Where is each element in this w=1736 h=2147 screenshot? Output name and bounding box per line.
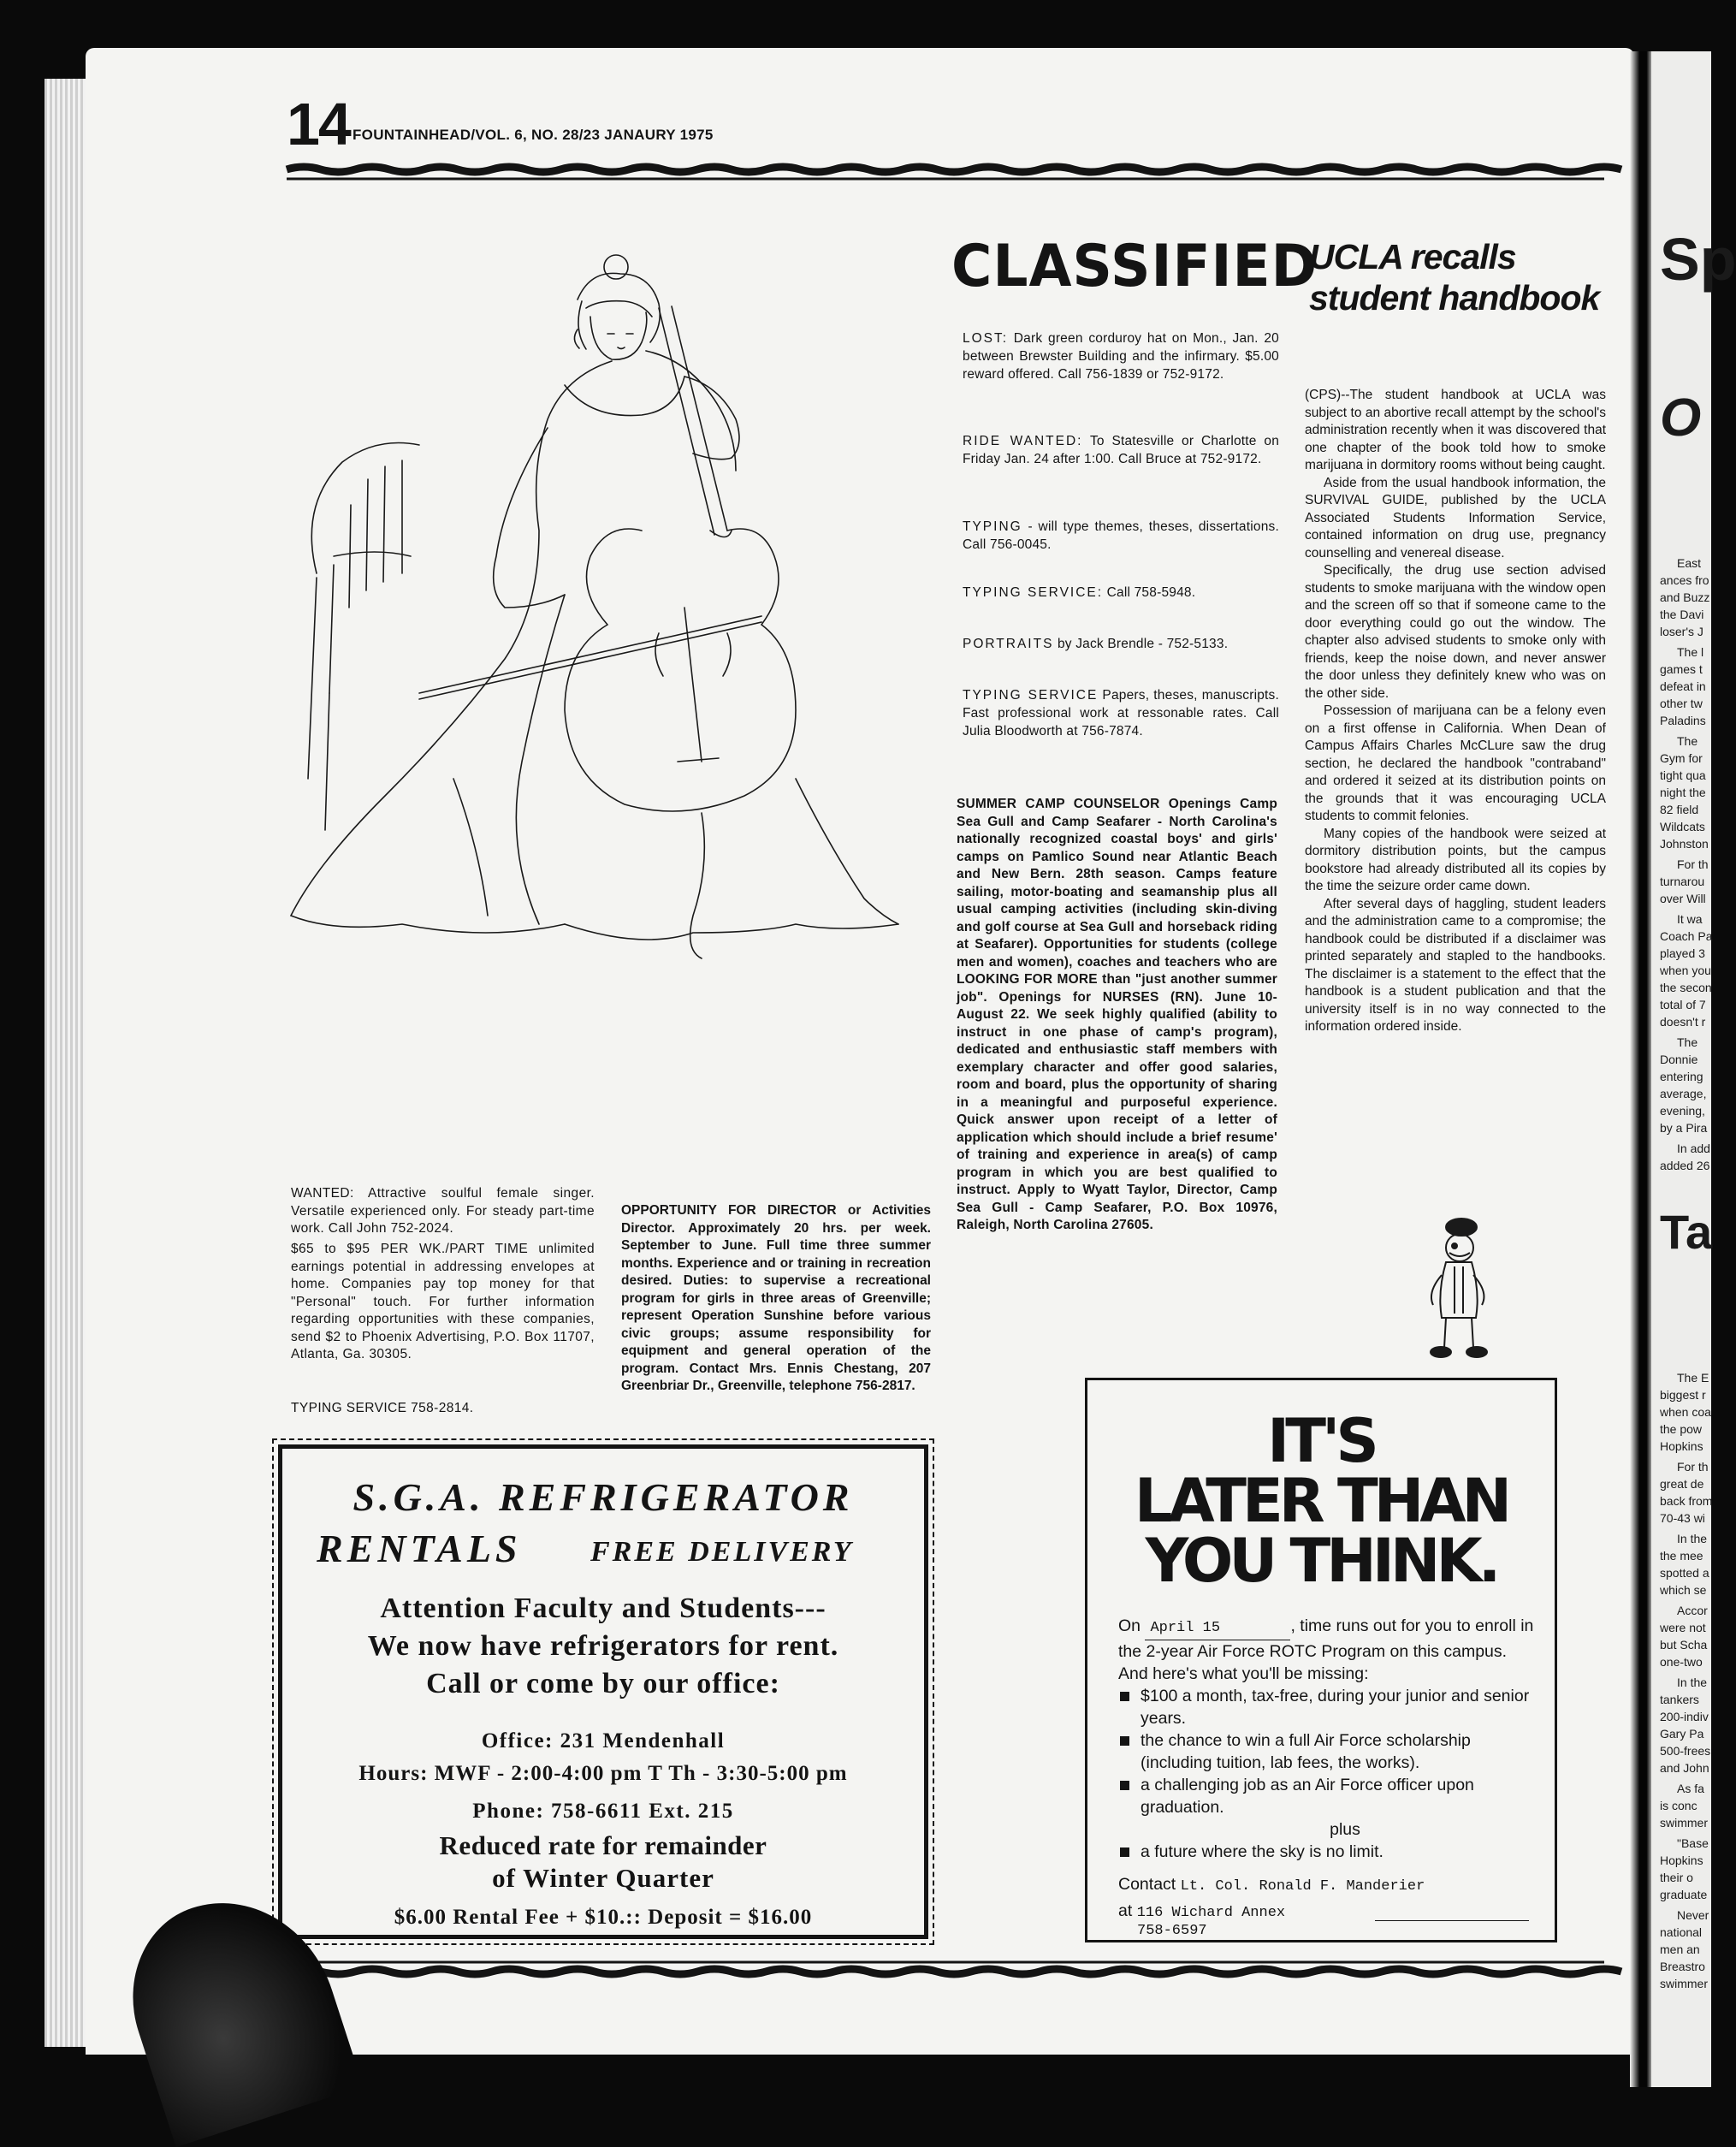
frag-line: tankers — [1660, 1693, 1699, 1706]
classified-ad-part-time: $65 to $95 PER WK./PART TIME unlimited earnings potential in addressing envelopes at home. Companies pay top money for that "Personal" touch. For further information regarding opportunities with these companies, send $2 to Phoenix Advertising, P.O. Box 11707, Atlanta, Ga. 30305. — [291, 1242, 595, 1361]
classified-heading: CLASSIFIED — [951, 233, 1318, 300]
ad-text: Papers, theses, manuscripts. Fast professional work at ressonable rates. Call Julia Bloodworth at 756-7874. — [963, 688, 1280, 738]
frag-line: graduate — [1660, 1888, 1708, 1901]
frag-line: Paladins — [1660, 714, 1706, 727]
classified-ad-lost — [963, 329, 1279, 383]
cellist-illustration — [282, 248, 907, 1027]
af-bullet: $100 a month, tax-free, during your junior and senior years. — [1118, 1685, 1538, 1729]
news-article-body — [1305, 387, 1606, 1036]
sga-title-line-1: S.G.A. REFRIGERATOR — [353, 1475, 854, 1519]
book-gutter — [1630, 51, 1654, 2087]
header-rule — [287, 163, 1604, 181]
frag-line: spotted a — [1660, 1566, 1709, 1580]
ad-text: Call 758-5948. — [1106, 585, 1196, 600]
frag-line: As fa — [1677, 1782, 1704, 1795]
frag-line: Hopkins — [1660, 1439, 1703, 1453]
frag-line: It wa — [1677, 912, 1703, 926]
sga-refrigerator-ad — [278, 1444, 928, 1939]
frag-line: and John — [1660, 1761, 1709, 1775]
frag-line: the mee — [1660, 1549, 1703, 1563]
frag-line: The — [1677, 734, 1698, 748]
frag-line: and Buzz — [1660, 590, 1710, 604]
sga-free-delivery: FREE DELIVERY — [590, 1536, 854, 1568]
frag-line: back from — [1660, 1494, 1713, 1508]
pirate-mascot-cartoon — [1420, 1215, 1497, 1361]
af-bullet: the chance to win a full Air Force scholarship (including tuition, lab fees, the works). — [1118, 1729, 1538, 1774]
frag-line: doesn't r — [1660, 1015, 1706, 1029]
frag-line: when you — [1660, 964, 1711, 977]
frag-line: biggest r — [1660, 1388, 1706, 1402]
af-at-label: at — [1118, 1901, 1133, 1920]
frag-line: their o — [1660, 1871, 1693, 1884]
frag-line: the secon — [1660, 981, 1712, 994]
frag-line: Donnie — [1660, 1053, 1698, 1066]
classified-ad-director: OPPORTUNITY FOR DIRECTOR or Activities Director. Approximately 20 hrs. per week. September to June. Full time three summer months. Experience and or training in recreation desired. Duties: to supervise a recreational program for girls in three areas of Greenville; represent Operation Sunshine before various civic groups; assume responsibility for equipment and general operation of the program. Contact Mrs. Ennis Chestang, 207 Greenbriar Dr., Greenville, telephone 756-2817. — [621, 1203, 931, 1393]
frag-line: 500-frees — [1660, 1744, 1711, 1758]
frag-line: over Will — [1660, 892, 1706, 905]
af-address-line: 116 Wichard Annex — [1136, 1905, 1286, 1921]
frag-line: defeat in — [1660, 679, 1706, 693]
frag-line: Gym for — [1660, 751, 1703, 765]
sga-title-line-2: RENTALS — [317, 1527, 522, 1570]
frag-line: In add — [1677, 1142, 1710, 1155]
news-paragraph: Many copies of the handbook were seized at dormitory distribution points, but the campus bookstore had already distributed all its copies by the time the seizure order came down. — [1305, 826, 1606, 893]
frag-line: were not — [1660, 1621, 1706, 1634]
ad-head: TYPING SERVICE — [963, 688, 1099, 703]
ad-text: - will type themes, theses, dissertations. Call 756-0045. — [963, 519, 1279, 552]
sga-office: Office: 231 Mendenhall — [481, 1729, 726, 1753]
frag-line: Never — [1677, 1908, 1709, 1922]
af-body — [1118, 1615, 1538, 1938]
frag-line: total of 7 — [1660, 998, 1706, 1011]
frag-line: ances fro — [1660, 573, 1709, 587]
frag-line: swimmer — [1660, 1977, 1708, 1990]
masthead: FOUNTAINHEAD/VOL. 6, NO. 28/23 JANAURY 1975 — [353, 127, 714, 143]
af-contact-label: Contact — [1118, 1875, 1176, 1894]
ad-head: PORTRAITS — [963, 637, 1054, 651]
af-contact — [1118, 1873, 1538, 1898]
af-headline-3: YOU THINK. — [1145, 1526, 1497, 1596]
frag-line: great de — [1660, 1477, 1704, 1491]
frag-line: swimmer — [1660, 1816, 1708, 1830]
frag-line: by a Pira — [1660, 1121, 1708, 1135]
ad-head: LOST: — [963, 331, 1009, 346]
frag-line: For th — [1677, 1460, 1709, 1474]
frag-line: other tw — [1660, 697, 1703, 710]
classified-ad-typing-service-2: TYPING SERVICE 758-2814. — [291, 1401, 474, 1415]
facing-page-text — [1660, 0, 1736, 2087]
sga-call: Call or come by our office: — [426, 1668, 780, 1699]
af-intro-text: , time runs out for you to enroll in the 2-year Air Force ROTC Program on this campus. And here's what you'll be missing: — [1118, 1616, 1534, 1683]
sga-phone: Phone: 758-6611 Ext. 215 — [472, 1800, 734, 1823]
page-number: 14 — [287, 91, 350, 157]
sga-hours: Hours: MWF - 2:00-4:00 pm T Th - 3:30-5:00 pm — [358, 1762, 848, 1785]
af-bullet: a challenging job as an Air Force officer upon graduation. — [1118, 1774, 1538, 1818]
news-paragraph: Specifically, the drug use section advised students to smoke marijuana with the window open and the screen off so that if someone came to the door everything could go out the window. The chapter also advised students to smoke only with friends, keep the noise down, and never answer the door unless they definitely knew who was on the other side. — [1305, 563, 1606, 701]
frag-line: but Scha — [1660, 1638, 1708, 1652]
news-paragraph: After several days of haggling, student leaders and the administration came to a compromise; the handbook could be distributed if a disclaimer was printed separately and stapled to the handbooks. The disclaimer is a statement to the effect that the handbook is a student publication and that the university itself is in no way connected to the information ordered inside. — [1305, 896, 1606, 1034]
frag-line: men an — [1660, 1942, 1700, 1956]
frag-line: The E — [1677, 1371, 1709, 1385]
af-bullet-last: a future where the sky is no limit. — [1118, 1841, 1538, 1863]
frag-line: The l — [1677, 645, 1704, 659]
frag-line: which se — [1660, 1583, 1707, 1597]
af-blank-line — [1375, 1920, 1529, 1921]
news-paragraph: Aside from the usual handbook information, the SURVIVAL GUIDE, published by the UCLA Associated Students Information Service, contained information on drug use, pregnancy counselling and venereal disease. — [1305, 475, 1606, 560]
af-headline-2: LATER THAN — [1134, 1466, 1508, 1536]
frag-line: one-two — [1660, 1655, 1703, 1669]
ad-head: TYPING — [963, 519, 1022, 534]
news-headline-line-2: student handbook — [1309, 278, 1600, 317]
frag-line: East — [1677, 556, 1702, 570]
sga-reduced-rate: Reduced rate for remainder — [439, 1830, 767, 1860]
af-phone: 758-6597 — [1137, 1923, 1207, 1939]
footer-rule — [287, 1960, 1604, 1978]
af-date-field: April 15 — [1145, 1617, 1290, 1640]
af-on-label: On — [1118, 1616, 1141, 1635]
frag-line: In the — [1677, 1675, 1708, 1689]
classified-ad-typing-themes — [963, 518, 1279, 554]
frag-line: Coach Pa — [1660, 929, 1713, 943]
frag-line: the Davi — [1660, 608, 1704, 621]
frag-line: night the — [1660, 786, 1706, 799]
ad-head: TYPING SERVICE: — [963, 585, 1104, 600]
frag-line: games t — [1660, 662, 1703, 676]
sga-now-have: We now have refrigerators for rent. — [367, 1630, 839, 1662]
frag-line: loser's J — [1660, 625, 1703, 638]
frag-line: evening, — [1660, 1104, 1705, 1118]
frag-line: is conc — [1660, 1799, 1697, 1812]
sga-attention: Attention Faculty and Students--- — [380, 1592, 827, 1624]
frag-line: 200-indiv — [1660, 1710, 1709, 1723]
af-contact-name: Lt. Col. Ronald F. Manderier — [1180, 1878, 1425, 1895]
frag-line: Johnston — [1660, 837, 1709, 851]
frag-line: when coa — [1660, 1405, 1711, 1419]
classified-ad-typing-service — [963, 584, 1279, 602]
ad-text: Dark green corduroy hat on Mon., Jan. 20 between Brewster Building and the infirmary. $5.00 reward offered. Call 756-1839 or 752-9172. — [963, 331, 1279, 382]
frag-line: "Base — [1677, 1836, 1709, 1850]
news-paragraph: Possession of marijuana can be a felony even on a first offense in California. When Dean of Campus Affairs Charles McCLure saw the drug section, he declared the handbook "contraband" and ordered it seized at its distribution points on the grounds that it was encouraging UCLA students to commit felonies. — [1305, 703, 1606, 823]
frag-line: The — [1677, 1035, 1698, 1049]
frag-line: Breastro — [1660, 1960, 1705, 1973]
frag-ta: Ta — [1660, 1205, 1713, 1259]
classified-ad-portraits — [963, 635, 1279, 653]
frag-line: average, — [1660, 1087, 1707, 1100]
frag-line: In the — [1677, 1532, 1708, 1545]
frag-line: tight qua — [1660, 768, 1706, 782]
frag-line: Wildcats — [1660, 820, 1705, 833]
sga-winter-quarter: of Winter Quarter — [492, 1863, 714, 1893]
ad-head: RIDE WANTED: — [963, 434, 1083, 448]
news-headline — [1309, 236, 1600, 318]
frag-line: played 3 — [1660, 946, 1705, 960]
classified-ad-typing-papers — [963, 686, 1279, 740]
classified-ad-summer-camp: SUMMER CAMP COUNSELOR Openings Camp Sea Gull and Camp Seafarer - North Carolina's nationally recognized coastal boys' and girls' camps on Pamlico Sound near Atlantic Beach and New Bern. 28th season. Camps feature sailing, motor-boating and seamanship plus all usual camping activities (including skin-diving and golf course at Sea Gull and horseback riding at Seafarer). Opportunities for students (college men and women), coaches and teachers who are LOOKING FOR MORE than "just another summer job". Openings for NURSES (RN). June 10-August 22. We seek highly qualified (ability to instruct in one phase of camp's program), dedicated and enthusiastic staff members with exemplary character and offer good salaries, room and board, plus the opportunity of sharing in a meaningful and purposeful experience. Quick answer upon receipt of a letter of application which should include a brief resume' of training and experience in area(s) of camp program in which you are best qualified to instruct. Apply to Wyatt Taylor, Director, Camp Sea Gull - Camp Seafarer, P.O. Box 10976, Raleigh, North Carolina 27605. — [957, 797, 1277, 1232]
frag-line: For th — [1677, 857, 1709, 871]
frag-line: Hopkins — [1660, 1853, 1703, 1867]
frag-line: entering — [1660, 1070, 1703, 1083]
frag-sp: Sp — [1660, 226, 1736, 293]
frag-o: O — [1660, 388, 1702, 448]
frag-line: 82 field — [1660, 803, 1699, 816]
frag-line: national — [1660, 1925, 1703, 1939]
news-headline-line-1: UCLA recalls — [1309, 237, 1516, 276]
af-headline-1: IT'S — [1267, 1406, 1375, 1476]
ad-text: by Jack Brendle - 752-5133. — [1057, 637, 1229, 651]
classified-ad-ride — [963, 432, 1279, 468]
frag-line: Accor — [1677, 1604, 1708, 1617]
ad-text: To Statesville or Charlotte on Friday Jan. 24 after 1:00. Call Bruce at 752-9172. — [963, 434, 1280, 466]
af-plus: plus — [1330, 1820, 1360, 1839]
frag-line: added 26 — [1660, 1159, 1710, 1172]
af-intro — [1118, 1615, 1538, 1685]
frag-line: the pow — [1660, 1422, 1703, 1436]
classified-ad-wanted-singer: WANTED: Attractive soulful female singer. Versatile experienced only. For steady part-time work. Call John 752-2024. — [291, 1186, 595, 1236]
frag-line: turnarou — [1660, 875, 1705, 888]
news-paragraph: (CPS)--The student handbook at UCLA was subject to an abortive recall attempt by the school's administration recently when it was discovered that one chapter of the book told how to smoke marijuana in dormitory rooms without being caught. — [1305, 388, 1606, 472]
air-force-rotc-ad — [1085, 1378, 1557, 1942]
frag-line: 70-43 wi — [1660, 1511, 1705, 1525]
af-address — [1118, 1900, 1538, 1938]
frag-line: Gary Pa — [1660, 1727, 1704, 1741]
sga-fees: $6.00 Rental Fee + $10.:: Deposit = $16.00 — [394, 1906, 813, 1929]
